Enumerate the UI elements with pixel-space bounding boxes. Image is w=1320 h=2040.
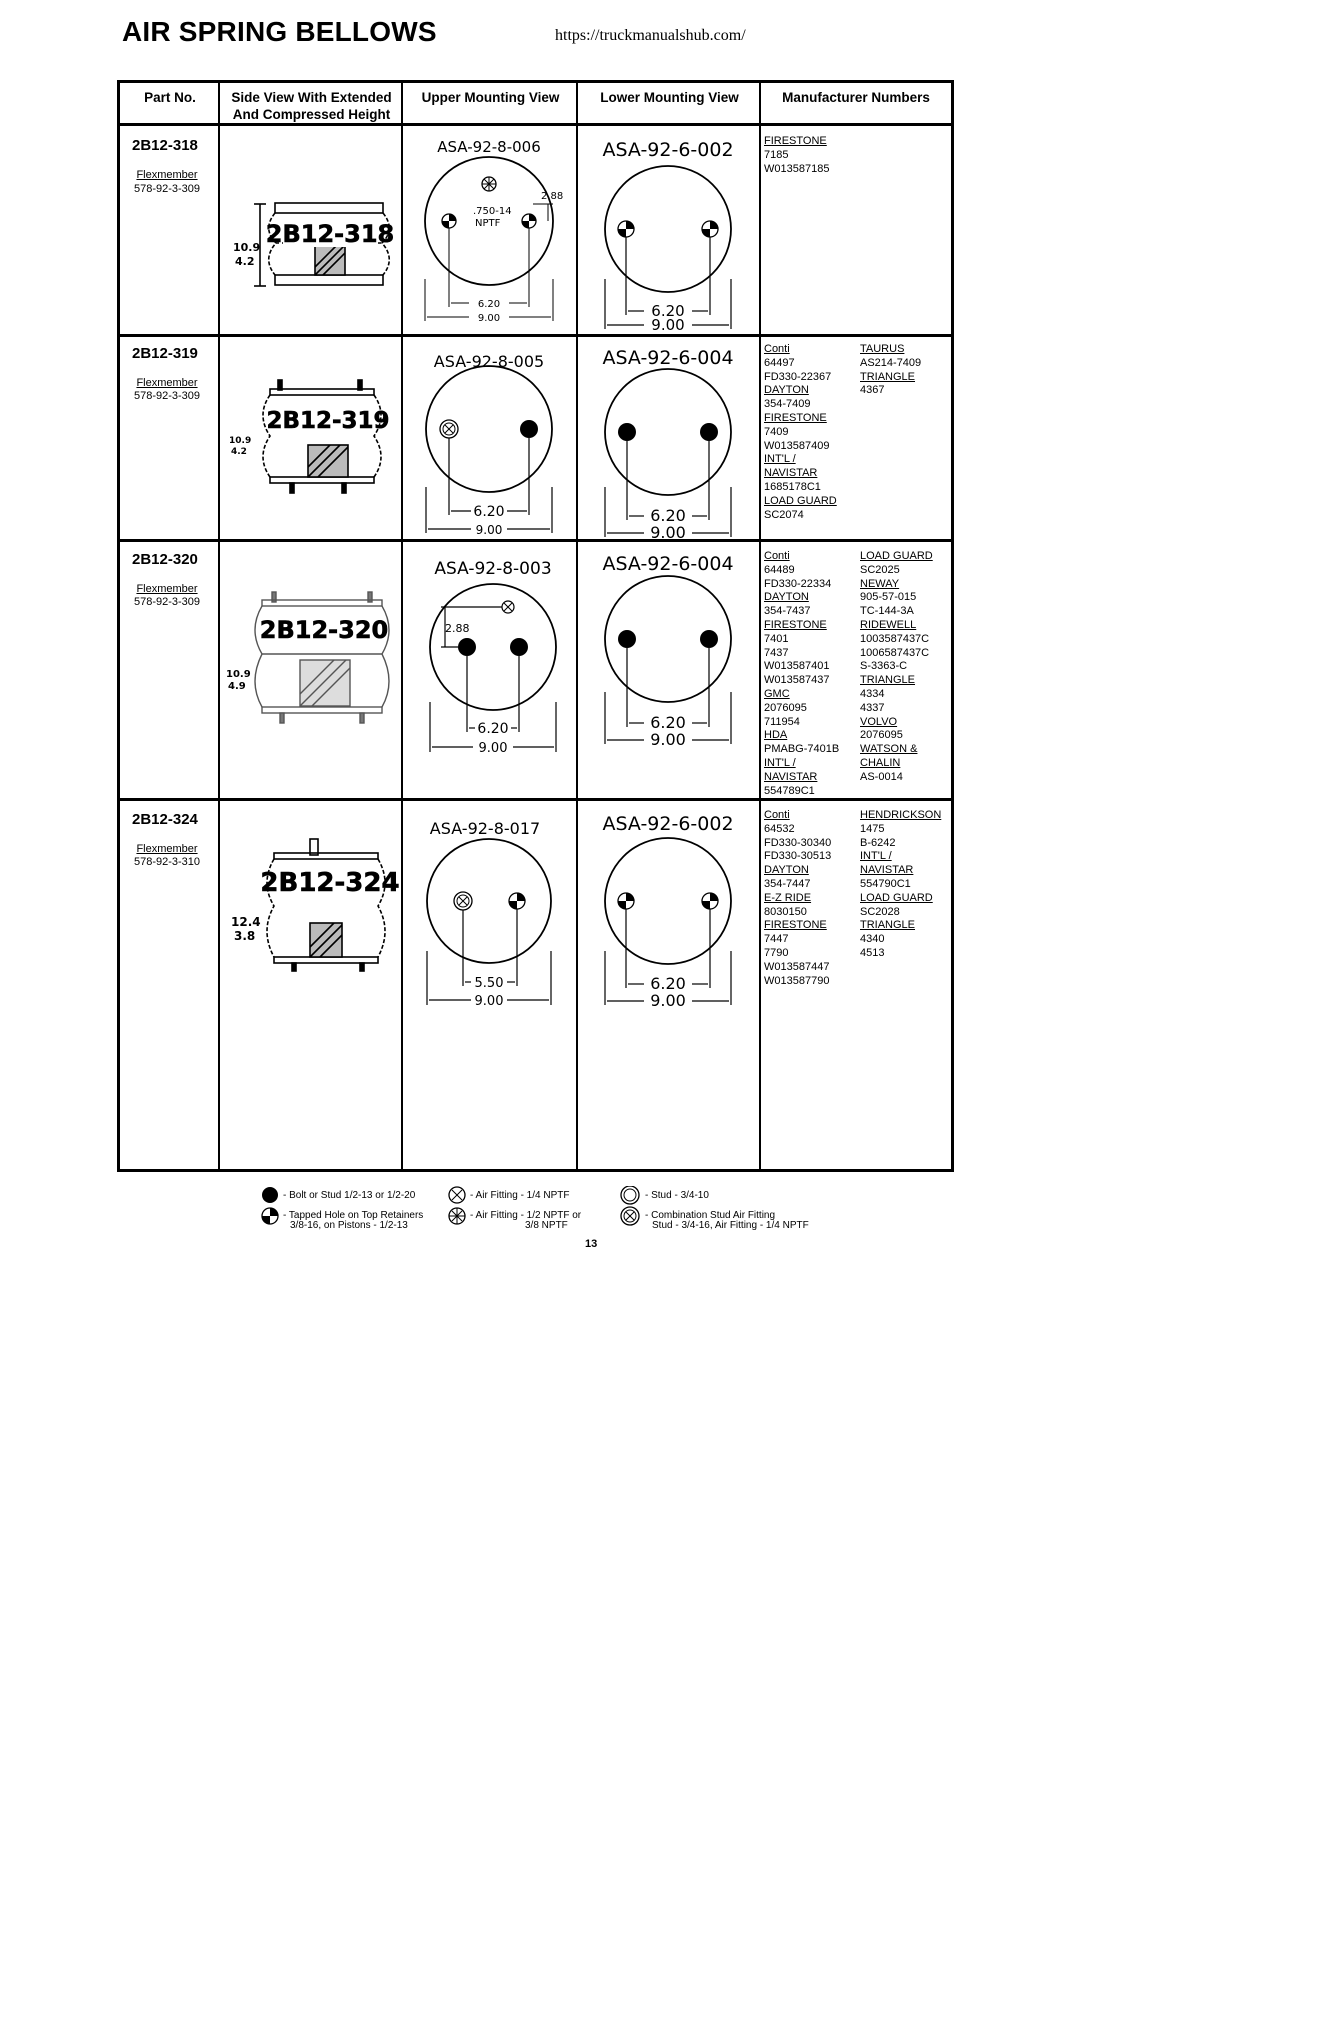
bolt-spacing-dimension: 6.20 xyxy=(651,302,685,320)
bellows-catalog-table xyxy=(117,80,954,1172)
manufacturer-list-left xyxy=(764,550,839,798)
header-part-no: Part No. xyxy=(120,83,220,126)
manufacturer-entry: B-6242 xyxy=(860,836,896,849)
bolt-stud-icon xyxy=(510,638,528,656)
manufacturer-entry: Conti xyxy=(764,343,790,355)
plate-diameter-dimension: 9.00 xyxy=(650,730,686,749)
manufacturer-entry: 1685178C1 xyxy=(764,480,821,493)
manufacturer-entry: W013587409 xyxy=(764,439,830,452)
manufacturer-entry: INT'L / xyxy=(764,756,796,769)
flexmember-number: 578-92-3-309 xyxy=(133,183,201,195)
flexmember-number: 578-92-3-310 xyxy=(133,856,201,868)
manufacturer-list-right xyxy=(860,550,933,785)
manufacturer-entry: FD330-30340 xyxy=(764,836,832,849)
manufacturer-entry: LOAD GUARD xyxy=(764,494,837,507)
manufacturer-entry: GMC xyxy=(764,687,790,700)
flexmember-label: Flexmember xyxy=(136,377,198,389)
side-view-label: 2B12-324 xyxy=(260,868,400,898)
manufacturer-entry: INT'L / xyxy=(764,453,796,466)
fitting-thread-label: .750-14 xyxy=(473,206,512,217)
manufacturer-entry: FD330-30513 xyxy=(764,850,832,863)
manufacturer-entry: Conti xyxy=(764,809,790,821)
flexmember-label: Flexmember xyxy=(136,843,198,855)
manufacturer-entry: 554790C1 xyxy=(860,877,911,890)
bolt-spacing-dimension: 6.20 xyxy=(473,504,505,520)
bolt-spacing-dimension: 6.20 xyxy=(650,974,686,993)
bolt-spacing-dimension: 6.20 xyxy=(477,299,501,310)
legend-air-fitting-half-detail: 3/8 NPTF xyxy=(525,1220,568,1231)
manufacturer-entry: 905-57-015 xyxy=(860,591,917,604)
part-number: 2B12-319 xyxy=(132,345,198,362)
side-view-label: 2B12-319 xyxy=(266,408,390,434)
manufacturer-entry: 4367 xyxy=(860,384,885,397)
manufacturer-entry: 2076095 xyxy=(764,701,807,714)
bolt-stud-icon xyxy=(618,423,636,441)
manufacturer-entry: SC2028 xyxy=(860,905,900,918)
manufacturer-entry: W013587790 xyxy=(764,974,830,987)
offset-dimension: 2.88 xyxy=(541,191,564,202)
asa-upper-code: ASA-92-8-005 xyxy=(433,352,545,371)
stud-icon xyxy=(621,1186,639,1204)
manufacturer-entry: FIRESTONE xyxy=(764,919,827,932)
lower-mounting-drawing xyxy=(578,337,759,539)
manufacturer-list-left xyxy=(764,343,837,522)
manufacturer-entry: 1475 xyxy=(860,822,885,835)
manufacturer-entry: FD330-22334 xyxy=(764,577,832,590)
air-fitting-quarter-inch-icon xyxy=(449,1187,465,1203)
manufacturer-list-left xyxy=(764,135,829,176)
side-view-drawing xyxy=(220,337,401,539)
manufacturer-entry: LOAD GUARD xyxy=(860,891,933,904)
header-upper-mounting: Upper Mounting View xyxy=(403,83,578,126)
air-fitting-quarter-inch-icon xyxy=(502,601,514,613)
upper-mounting-drawing xyxy=(403,337,576,539)
manufacturer-entry: 354-7437 xyxy=(764,605,811,618)
manufacturer-entry: FIRESTONE xyxy=(764,135,827,147)
bolt-stud-icon xyxy=(700,630,718,648)
manufacturer-entry: 4334 xyxy=(860,687,885,700)
manufacturer-entry: FIRESTONE xyxy=(764,618,827,631)
manufacturer-entry: 554789C1 xyxy=(764,784,815,797)
compressed-height: 4.9 xyxy=(228,681,246,692)
manufacturer-entry: 7401 xyxy=(764,632,789,645)
manufacturer-entry: TAURUS xyxy=(860,343,905,355)
lower-mounting-drawing xyxy=(578,801,759,1051)
tapped-hole-icon xyxy=(522,214,536,228)
manufacturer-entry: 354-7409 xyxy=(764,398,811,411)
manufacturer-entry: NAVISTAR xyxy=(764,770,818,783)
combination-stud-air-fitting-icon xyxy=(440,420,458,438)
tapped-hole-icon xyxy=(442,214,456,228)
manufacturer-entry: W013587447 xyxy=(764,960,830,973)
header-manufacturer-numbers: Manufacturer Numbers xyxy=(761,83,951,126)
bolt-spacing-dimension: 6.20 xyxy=(650,713,686,732)
asa-lower-code: ASA-92-6-004 xyxy=(602,553,734,575)
tapped-hole-icon xyxy=(618,893,634,909)
lower-mounting-drawing xyxy=(578,542,759,798)
manufacturer-entry: 64532 xyxy=(764,822,795,835)
manufacturer-entry: 711954 xyxy=(764,715,800,728)
page-number: 13 xyxy=(585,1238,598,1250)
legend-tapped-hole: - Tapped Hole on Top Retainers xyxy=(283,1210,424,1221)
asa-lower-code: ASA-92-6-004 xyxy=(602,347,734,369)
side-view-label: 2B12-320 xyxy=(259,616,389,644)
manufacturer-entry: NAVISTAR xyxy=(860,864,914,877)
offset-dimension: 2.88 xyxy=(445,622,470,635)
manufacturer-entry: HDA xyxy=(764,729,788,742)
manufacturer-entry: AS214-7409 xyxy=(860,356,922,369)
plate-diameter-dimension: 9.00 xyxy=(650,991,686,1010)
manufacturer-entry: TRIANGLE xyxy=(860,919,916,932)
bolt-spacing-dimension: 5.50 xyxy=(474,976,504,991)
legend-bolt: - Bolt or Stud 1/2-13 or 1/2-20 xyxy=(283,1190,416,1201)
manufacturer-list-right xyxy=(860,809,941,961)
manufacturer-entry: 354-7447 xyxy=(764,877,811,890)
flexmember-number: 578-92-3-309 xyxy=(133,596,201,608)
lower-mounting-drawing xyxy=(578,129,759,334)
manufacturer-list-right xyxy=(860,343,921,398)
manufacturer-entry: 7790 xyxy=(764,946,789,959)
manufacturer-entry: 7447 xyxy=(764,933,789,946)
manufacturer-entry: 7409 xyxy=(764,425,789,438)
manufacturer-entry: 7437 xyxy=(764,646,789,659)
manufacturer-entry: LOAD GUARD xyxy=(860,550,933,562)
plate-diameter-dimension: 9.00 xyxy=(651,316,685,334)
manufacturer-entry: TRIANGLE xyxy=(860,674,916,687)
bolt-stud-icon xyxy=(520,420,538,438)
manufacturer-entry: INT'L / xyxy=(860,850,892,863)
manufacturer-entry: TRIANGLE xyxy=(860,370,916,383)
manufacturer-entry: E-Z RIDE xyxy=(764,891,812,904)
manufacturer-entry: HENDRICKSON xyxy=(860,809,942,821)
bolt-stud-icon xyxy=(262,1187,278,1203)
extended-height: 10.9 xyxy=(226,669,251,680)
upper-mounting-drawing xyxy=(403,542,576,798)
extended-height: 12.4 xyxy=(231,915,261,929)
manufacturer-entry: DAYTON xyxy=(764,864,809,877)
upper-mounting-drawing xyxy=(403,801,576,1051)
manufacturer-entry: SC2025 xyxy=(860,563,900,576)
combination-stud-air-fitting-icon xyxy=(454,892,472,910)
asa-upper-code: ASA-92-8-003 xyxy=(434,559,552,579)
side-view-drawing xyxy=(220,129,401,334)
manufacturer-entry: DAYTON xyxy=(764,591,809,604)
legend-combination-stud: - Combination Stud Air Fitting xyxy=(645,1210,776,1221)
manufacturer-entry: FD330-22367 xyxy=(764,370,832,383)
plate-diameter-dimension: 9.00 xyxy=(477,313,501,324)
side-view-label: 2B12-318 xyxy=(265,220,395,248)
manufacturer-entry: W013587185 xyxy=(764,162,830,175)
manufacturer-entry: VOLVO xyxy=(860,715,898,728)
manufacturer-entry: W013587437 xyxy=(764,674,830,687)
retainer-plate-outline xyxy=(427,839,551,963)
plate-diameter-dimension: 9.00 xyxy=(475,523,503,537)
tapped-hole-icon xyxy=(702,221,718,237)
air-fitting-half-inch-icon xyxy=(482,177,496,191)
legend-air-fitting-half: - Air Fitting - 1/2 NPTF or xyxy=(470,1210,582,1221)
symbol-legend xyxy=(255,1186,875,1236)
tapped-hole-icon xyxy=(509,893,525,909)
manufacturer-list-left xyxy=(764,809,831,988)
manufacturer-entry: W013587401 xyxy=(764,660,830,673)
bolt-spacing-dimension: 6.20 xyxy=(650,506,686,525)
part-number: 2B12-324 xyxy=(132,811,198,828)
part-number: 2B12-318 xyxy=(132,137,198,154)
extended-height: 10.9 xyxy=(233,241,261,254)
column-divider xyxy=(759,83,761,1169)
manufacturer-entry: 2076095 xyxy=(860,729,903,742)
legend-combination-stud-detail: Stud - 3/4-16, Air Fitting - 1/4 NPTF xyxy=(652,1220,809,1231)
manufacturer-entry: AS-0014 xyxy=(860,770,903,783)
air-fitting-half-inch-icon xyxy=(449,1208,465,1224)
asa-lower-code: ASA-92-6-002 xyxy=(602,139,734,161)
asa-upper-code: ASA-92-8-017 xyxy=(429,819,541,838)
tapped-hole-icon xyxy=(262,1208,278,1224)
manufacturer-entry: 1003587437C xyxy=(860,632,930,645)
manufacturer-entry: 4513 xyxy=(860,946,885,959)
bolt-stud-icon xyxy=(458,638,476,656)
manufacturer-entry: 4337 xyxy=(860,701,885,714)
asa-lower-code: ASA-92-6-002 xyxy=(602,813,734,835)
plate-diameter-dimension: 9.00 xyxy=(478,741,508,756)
fitting-thread-label: NPTF xyxy=(475,218,501,229)
manufacturer-entry: CHALIN xyxy=(860,756,901,769)
bolt-spacing-dimension: 6.20 xyxy=(477,721,509,737)
manufacturer-entry: 64497 xyxy=(764,356,795,369)
flexmember-label: Flexmember xyxy=(136,169,198,181)
header-lower-mounting: Lower Mounting View xyxy=(578,83,761,126)
source-url: https://truckmanualshub.com/ xyxy=(555,27,746,44)
extended-height: 10.9 xyxy=(229,436,252,446)
page-title: AIR SPRING BELLOWS xyxy=(122,16,437,47)
combination-stud-air-fitting-icon xyxy=(621,1207,639,1225)
manufacturer-entry: S-3363-C xyxy=(860,660,908,673)
side-view-drawing xyxy=(220,801,401,1051)
manufacturer-entry: 1006587437C xyxy=(860,646,930,659)
upper-mounting-drawing xyxy=(403,129,576,334)
manufacturer-entry: SC2074 xyxy=(764,508,804,521)
legend-tapped-hole-detail: 3/8-16, on Pistons - 1/2-13 xyxy=(290,1220,408,1231)
tapped-hole-icon xyxy=(702,893,718,909)
plate-diameter-dimension: 9.00 xyxy=(650,523,686,539)
header-side-view: Side View With Extended And Compressed Height xyxy=(220,83,403,126)
asa-upper-code: ASA-92-8-006 xyxy=(437,138,541,156)
flexmember-number: 578-92-3-309 xyxy=(133,390,201,402)
manufacturer-entry: FIRESTONE xyxy=(764,411,827,424)
manufacturer-entry: 4340 xyxy=(860,933,885,946)
manufacturer-entry: 64489 xyxy=(764,563,795,576)
bolt-stud-icon xyxy=(618,630,636,648)
compressed-height: 4.2 xyxy=(235,255,255,268)
manufacturer-entry: 8030150 xyxy=(764,905,807,918)
flexmember-label: Flexmember xyxy=(136,583,198,595)
legend-air-fitting-quarter: - Air Fitting - 1/4 NPTF xyxy=(470,1190,570,1201)
plate-diameter-dimension: 9.00 xyxy=(474,994,504,1009)
tapped-hole-icon xyxy=(618,221,634,237)
manufacturer-entry: WATSON & xyxy=(860,743,918,756)
manufacturer-entry: PMABG-7401B xyxy=(764,743,840,756)
manufacturer-entry: 7185 xyxy=(764,148,789,161)
part-number: 2B12-320 xyxy=(132,551,198,568)
bolt-stud-icon xyxy=(700,423,718,441)
compressed-height: 3.8 xyxy=(234,929,256,943)
manufacturer-entry: RIDEWELL xyxy=(860,618,917,631)
manufacturer-entry: DAYTON xyxy=(764,384,809,397)
manufacturer-entry: TC-144-3A xyxy=(860,605,914,618)
side-view-drawing xyxy=(220,542,401,798)
legend-stud: - Stud - 3/4-10 xyxy=(645,1190,709,1201)
manufacturer-entry: Conti xyxy=(764,550,790,562)
manufacturer-entry: NEWAY xyxy=(860,577,900,590)
compressed-height: 4.2 xyxy=(231,447,247,457)
manufacturer-entry: NAVISTAR xyxy=(764,467,818,480)
